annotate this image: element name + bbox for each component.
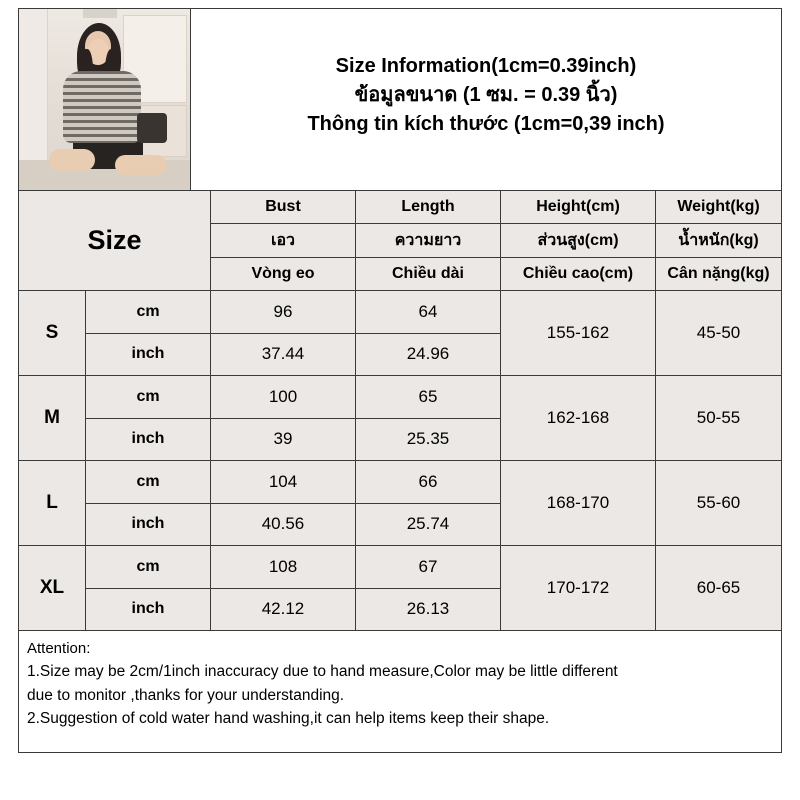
- attention-block: [19, 631, 781, 741]
- title-vietnamese: Thông tin kích thước (1cm=0,39 inch): [307, 113, 665, 135]
- unit-row-inch-l: [86, 504, 501, 546]
- chart-header-row: [19, 9, 781, 191]
- model-photo: [19, 9, 190, 190]
- row-units-s: [86, 291, 501, 375]
- table-row: [19, 461, 781, 546]
- value-bust-cm-m: 100: [211, 376, 356, 418]
- value-length-inch-m: 25.35: [356, 419, 501, 461]
- value-bust-inch-xl: 42.12: [211, 589, 356, 631]
- unit-row-inch-xl: [86, 589, 501, 631]
- row-span-cells-xl: [501, 546, 781, 630]
- row-size-label-m: M: [19, 376, 86, 460]
- value-height-l: 168-170: [501, 461, 656, 545]
- unit-row-cm-l: [86, 461, 501, 504]
- value-bust-inch-l: 40.56: [211, 504, 356, 546]
- chart-title-cell: [191, 9, 781, 190]
- unit-row-cm-s: [86, 291, 501, 334]
- unit-row-inch-s: [86, 334, 501, 376]
- column-header-line-th: [211, 224, 781, 257]
- value-weight-l: 55-60: [656, 461, 781, 545]
- column-header-block: [19, 191, 781, 291]
- header-height-vi: Chiều cao(cm): [501, 258, 656, 290]
- row-units-xl: [86, 546, 501, 630]
- product-photo-cell: [19, 9, 191, 190]
- size-chart-table: [18, 8, 782, 753]
- header-weight-en: Weight(kg): [656, 191, 781, 223]
- header-length-vi: Chiều dài: [356, 258, 501, 290]
- header-height-en: Height(cm): [501, 191, 656, 223]
- photo-top-badge: [83, 9, 117, 18]
- table-row: [19, 546, 781, 631]
- value-bust-inch-s: 37.44: [211, 334, 356, 376]
- unit-row-cm-xl: [86, 546, 501, 589]
- unit-row-cm-m: [86, 376, 501, 419]
- model-leg-right: [115, 155, 167, 175]
- column-header-lines: [211, 191, 781, 290]
- value-weight-m: 50-55: [656, 376, 781, 460]
- value-length-cm-l: 66: [356, 461, 501, 503]
- value-bust-inch-m: 39: [211, 419, 356, 461]
- row-units-m: [86, 376, 501, 460]
- title-thai: ข้อมูลขนาด (1 ซม. = 0.39 นิ้ว): [354, 84, 618, 106]
- row-size-label-xl: XL: [19, 546, 86, 630]
- attention-title: Attention:: [27, 640, 91, 657]
- row-size-label-l: L: [19, 461, 86, 545]
- value-weight-xl: 60-65: [656, 546, 781, 630]
- header-bust-th: เอว: [211, 224, 356, 256]
- value-height-xl: 170-172: [501, 546, 656, 630]
- unit-label-cm-m: cm: [86, 376, 211, 418]
- model-leg-left: [49, 149, 95, 171]
- header-length-th: ความยาว: [356, 224, 501, 256]
- header-height-th: ส่วนสูง(cm): [501, 224, 656, 256]
- value-height-m: 162-168: [501, 376, 656, 460]
- row-size-label-s: S: [19, 291, 86, 375]
- model-striped-top: [63, 71, 141, 143]
- row-units-l: [86, 461, 501, 545]
- value-bust-cm-xl: 108: [211, 546, 356, 588]
- value-weight-s: 45-50: [656, 291, 781, 375]
- attention-line-1a: 1.Size may be 2cm/1inch inaccuracy due to hand measure,Color may be little different: [27, 663, 618, 681]
- header-length-en: Length: [356, 191, 501, 223]
- value-bust-cm-s: 96: [211, 291, 356, 333]
- size-column-header: Size: [19, 191, 211, 290]
- header-weight-vi: Cân nặng(kg): [656, 258, 781, 290]
- value-bust-cm-l: 104: [211, 461, 356, 503]
- unit-label-cm-l: cm: [86, 461, 211, 503]
- value-length-inch-l: 25.74: [356, 504, 501, 546]
- row-span-cells-l: [501, 461, 781, 545]
- row-span-cells-s: [501, 291, 781, 375]
- header-bust-vi: Vòng eo: [211, 258, 356, 290]
- unit-label-inch-s: inch: [86, 334, 211, 376]
- unit-label-inch-xl: inch: [86, 589, 211, 631]
- header-bust-en: Bust: [211, 191, 356, 223]
- column-header-line-vi: [211, 258, 781, 290]
- table-row: [19, 376, 781, 461]
- unit-row-inch-m: [86, 419, 501, 461]
- table-row: [19, 291, 781, 376]
- value-length-cm-m: 65: [356, 376, 501, 418]
- column-header-line-en: [211, 191, 781, 224]
- value-length-inch-xl: 26.13: [356, 589, 501, 631]
- unit-label-cm-s: cm: [86, 291, 211, 333]
- model-bag: [137, 113, 167, 143]
- value-height-s: 155-162: [501, 291, 656, 375]
- unit-label-inch-m: inch: [86, 419, 211, 461]
- title-english: Size Information(1cm=0.39inch): [335, 55, 637, 77]
- unit-label-inch-l: inch: [86, 504, 211, 546]
- header-weight-th: น้ำหนัก(kg): [656, 224, 781, 256]
- value-length-inch-s: 24.96: [356, 334, 501, 376]
- attention-line-2: 2.Suggestion of cold water hand washing,it can help items keep their shape.: [27, 709, 550, 727]
- value-length-cm-s: 64: [356, 291, 501, 333]
- attention-line-1b: due to monitor ,thanks for your understanding.: [27, 686, 345, 704]
- value-length-cm-xl: 67: [356, 546, 501, 588]
- row-span-cells-m: [501, 376, 781, 460]
- unit-label-cm-xl: cm: [86, 546, 211, 588]
